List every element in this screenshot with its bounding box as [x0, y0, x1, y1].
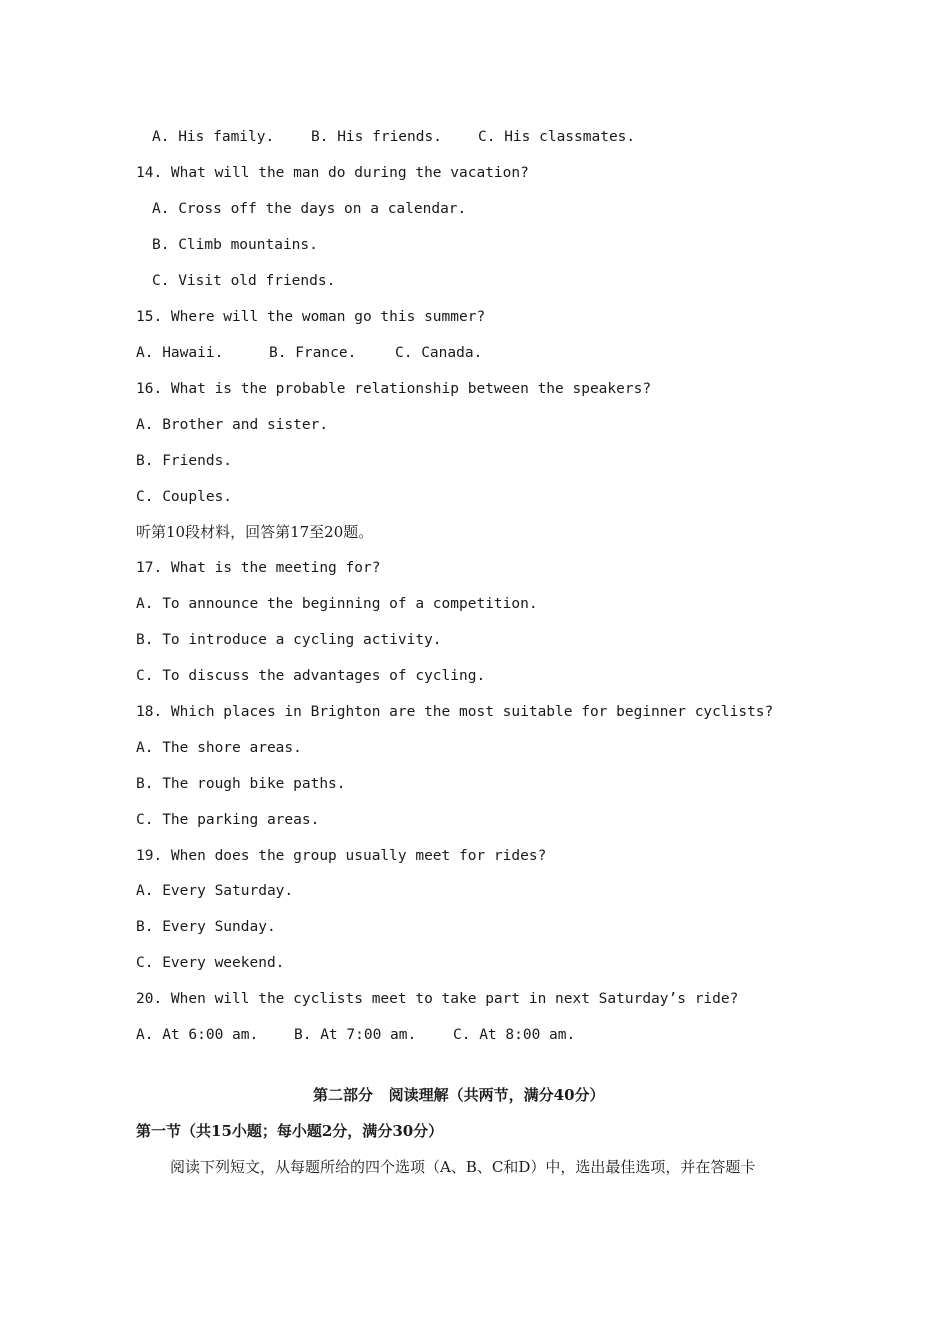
q19-option-a: A. Every Saturday.: [136, 883, 294, 899]
q17-option-b: B. To introduce a cycling activity.: [136, 632, 442, 648]
q20-option-c: C. At 8:00 am.: [453, 1027, 576, 1043]
q14-option-b: B. Climb mountains.: [152, 237, 318, 253]
q17-option-c: C. To discuss the advantages of cycling.: [136, 668, 486, 684]
q14-option-a: A. Cross off the days on a calendar.: [152, 201, 467, 217]
q14-option-c: C. Visit old friends.: [152, 273, 336, 289]
q18-question: 18. Which places in Brighton are the most suitable for beginner cyclists?: [136, 704, 774, 720]
q16-option-c: C. Couples.: [136, 489, 233, 505]
q16-option-a: A. Brother and sister.: [136, 417, 329, 433]
q17-option-a: A. To announce the beginning of a competition.: [136, 596, 538, 612]
q13-option-b: B. His friends.: [311, 129, 442, 145]
q19-option-c: C. Every weekend.: [136, 955, 285, 971]
q18-option-c: C. The parking areas.: [136, 812, 320, 828]
q20-option-b: B. At 7:00 am.: [294, 1027, 417, 1043]
q16-option-b: B. Friends.: [136, 453, 233, 469]
q19-question: 19. When does the group usually meet for rides?: [136, 848, 547, 864]
q14-question: 14. What will the man do during the vacation?: [136, 165, 529, 181]
q20-option-a: A. At 6:00 am.: [136, 1027, 259, 1043]
q15-option-c: C. Canada.: [395, 345, 483, 361]
q13-options: [0, 127, 950, 147]
q20-question: 20. When will the cyclists meet to take part in next Saturday’s ride?: [136, 991, 739, 1007]
q19-option-b: B. Every Sunday.: [136, 919, 276, 935]
q16-question: 16. What is the probable relationship between the speakers?: [136, 381, 652, 397]
q18-option-b: B. The rough bike paths.: [136, 776, 346, 792]
q15-question: 15. Where will the woman go this summer?: [136, 309, 486, 325]
q15-option-a: A. Hawaii.: [136, 345, 224, 361]
part2-title: 第二部分 阅读理解（共两节，满分40分）: [313, 1086, 605, 1104]
q15-options: [0, 343, 950, 363]
section-note: 听第10段材料，回答第17至20题。: [136, 523, 374, 541]
q20-options: [0, 1025, 950, 1045]
q15-option-b: B. France.: [269, 345, 357, 361]
part2-section1-title: 第一节（共15小题；每小题2分，满分30分）: [136, 1122, 444, 1140]
q18-option-a: A. The shore areas.: [136, 740, 302, 756]
q13-option-c: C. His classmates.: [478, 129, 636, 145]
part2-instructions: 阅读下列短文，从每题所给的四个选项（A、B、C和D）中，选出最佳选项，并在答题卡: [170, 1158, 756, 1176]
q17-question: 17. What is the meeting for?: [136, 560, 381, 576]
q13-option-a: A. His family.: [152, 129, 275, 145]
